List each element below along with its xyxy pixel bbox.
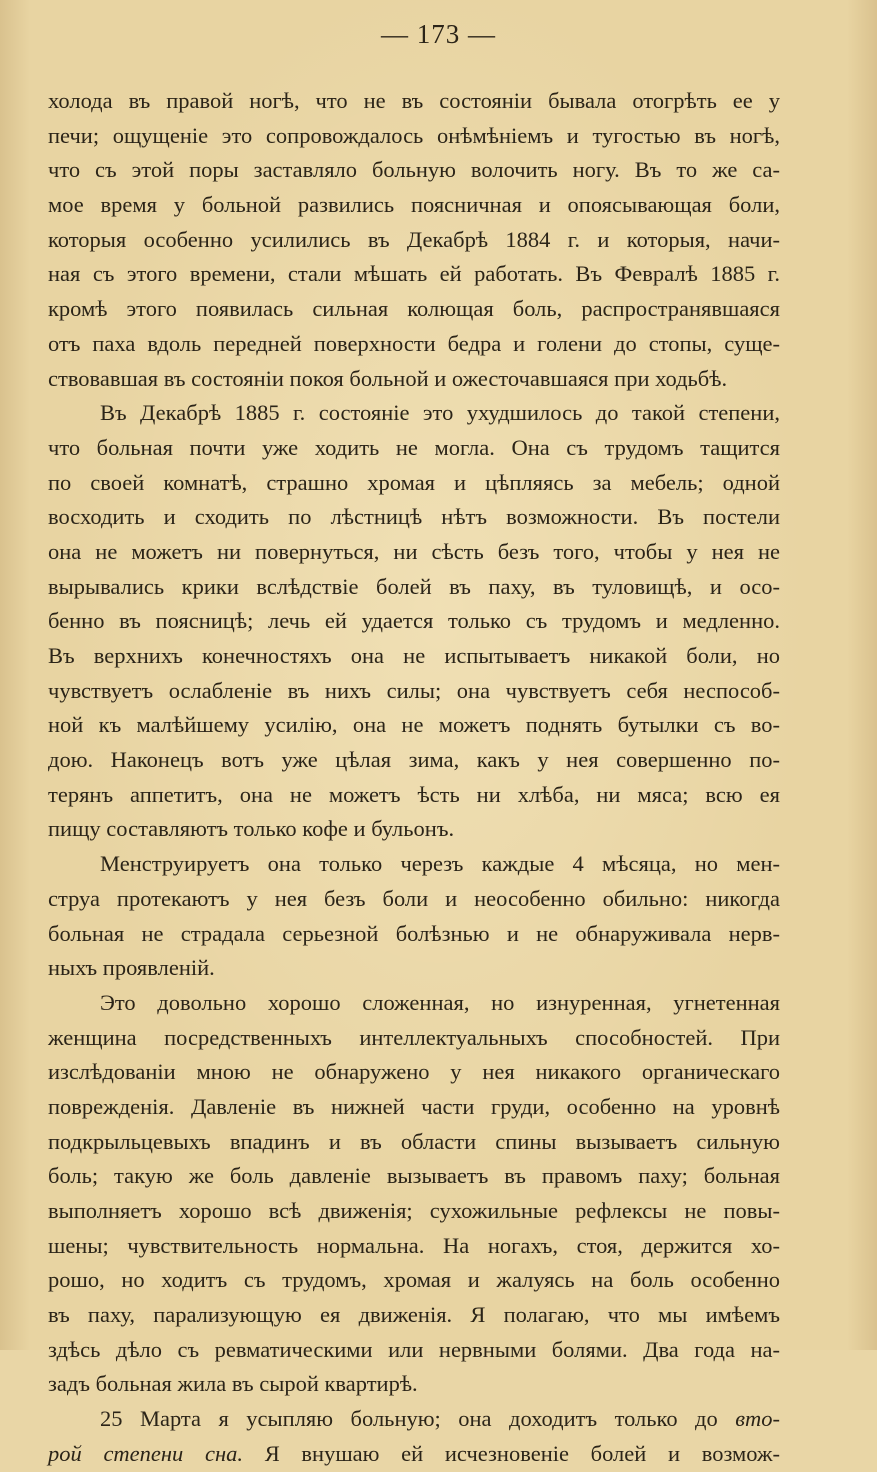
text-line: ныхъ проявленій. xyxy=(48,955,215,981)
text-line: боль; такую же боль давленіе вызываетъ въ правомъ паху; больная xyxy=(48,1163,780,1189)
text-line: она не можетъ ни повернуться, ни сѣсть безъ того, чтобы у нея не xyxy=(48,538,780,564)
text-line: чувствуетъ ослабленіе въ нихъ силы; она чувствуетъ себя неспособ- xyxy=(48,677,780,703)
text-line: изслѣдованіи мною не обнаружено у нея никакого органическаго xyxy=(48,1059,780,1085)
text-line: струа протекаютъ у нея безъ боли и неособенно обильно: никогда xyxy=(48,885,780,911)
text-line: бенно въ поясницѣ; лечь ей удается только съ трудомъ и медленно. xyxy=(48,608,780,634)
text-line xyxy=(48,1402,780,1437)
text-line: ствовавшая въ состояніи покоя больной и ожесточавшаяся при ходьбѣ. xyxy=(48,365,728,391)
text-line: Въ верхнихъ конечностяхъ она не испытываетъ никакой боли, но xyxy=(48,643,780,668)
text-line: задъ больная жила въ сырой квартирѣ. xyxy=(48,1371,418,1397)
text-line: дою. Наконецъ вотъ уже цѣлая зима, какъ у нея совершенно по- xyxy=(48,747,780,773)
text-line: здѣсь дѣло съ ревматическими или нервными болями. Два года на- xyxy=(48,1336,780,1362)
text-line: поврежденія. Давленіе въ нижней части груди, особенно на уровнѣ xyxy=(48,1093,780,1119)
text-line: Это довольно хорошо сложенная, но изнуренная, угнетенная xyxy=(100,989,780,1015)
text-line: подкрыльцевыхъ впадинъ и въ области спины вызываетъ сильную xyxy=(48,1128,780,1154)
text-line: выполняетъ хорошо всѣ движенія; сухожильные рефлексы не повы- xyxy=(48,1198,780,1223)
italic-fragment: вто- xyxy=(735,1406,781,1432)
text-line: шены; чувствительность нормальна. На ногахъ, стоя, держится хо- xyxy=(48,1232,780,1258)
text-line: Менструируетъ она только черезъ каждые 4 мѣсяца, но мен- xyxy=(100,851,780,877)
text-line: больная не страдала серьезной болѣзнью и не обнаруживала нерв- xyxy=(48,920,780,946)
text-line: въ паху, парализующую ея движенія. Я полагаю, что мы имѣемъ xyxy=(48,1302,780,1328)
text-line: Въ Декабрѣ 1885 г. состояніе это ухудшилось до такой степени, xyxy=(100,400,780,426)
text-line: кромѣ этого появилась сильная колющая боль, распространявшаяся xyxy=(48,296,780,322)
text-line: рошо, но ходитъ съ трудомъ, хромая и жалуясь на боль особенно xyxy=(48,1267,780,1293)
page-number: — 173 — xyxy=(381,19,496,49)
text-line xyxy=(48,1437,780,1472)
text-line: восходить и сходить по лѣстницѣ нѣтъ возможности. Въ постели xyxy=(48,504,780,530)
text-line: по своей комнатѣ, страшно хромая и цѣпляясь за мебель; одной xyxy=(48,469,780,495)
text-line: которыя особенно усилились въ Декабрѣ 1884 г. и которыя, начи- xyxy=(48,226,780,252)
text-line: ная съ этого времени, стали мѣшать ей работать. Въ Февралѣ 1885 г. xyxy=(48,261,780,287)
text-line: мое время у больной развились поясничная и опоясывающая боли, xyxy=(48,192,780,218)
text-line: терянъ аппетитъ, она не можетъ ѣсть ни хлѣба, ни мяса; всю ея xyxy=(48,781,780,807)
text-line: отъ паха вдоль передней поверхности бедра и голени до стопы, суще- xyxy=(48,330,780,356)
text-fragment: Я внушаю ей исчезновеніе болей и возмож- xyxy=(264,1440,780,1466)
text-line: что больная почти уже ходить не могла. Она съ трудомъ тащится xyxy=(48,434,780,460)
text-line: пищу составляютъ только кофе и бульонъ. xyxy=(48,816,455,842)
text-line: ной къ малѣйшему усилію, она не можетъ поднять бутылки съ во- xyxy=(48,712,780,738)
text-fragment: 25 Марта я усыпляю больную; она доходитъ только до xyxy=(100,1406,718,1432)
text-line: холода въ правой ногѣ, что не въ состояніи бывала отогрѣть ее у xyxy=(48,88,780,113)
text-line: вырывались крики вслѣдствіе болей въ паху, въ туловищѣ, и осо- xyxy=(48,573,780,599)
text-line: печи; ощущеніе это сопровождалось онѣмѣніемъ и тугостью въ ногѣ, xyxy=(48,122,780,148)
body-text xyxy=(48,84,780,1472)
text-line: женщина посредственныхъ интеллектуальныхъ способностей. При xyxy=(48,1024,780,1050)
text-line: что съ этой поры заставляло больную волочить ногу. Въ то же са- xyxy=(48,157,780,183)
italic-fragment: рой степени сна. xyxy=(48,1440,244,1466)
